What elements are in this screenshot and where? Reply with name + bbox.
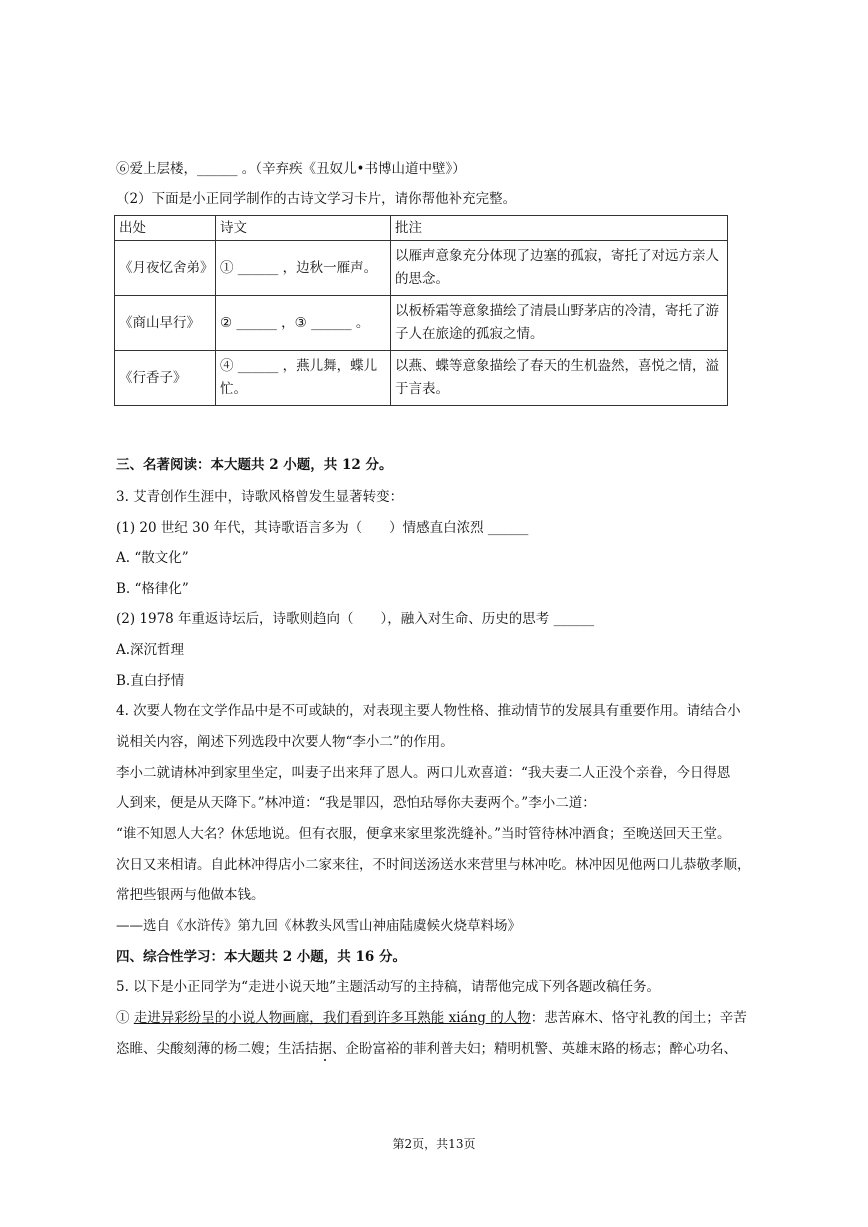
cell-source: 《商山早行》	[115, 296, 216, 351]
table-row	[115, 296, 728, 351]
cell-source: 《月夜忆舍弟》	[115, 241, 216, 296]
poem-fill-line-6: ⑥爱上层楼，______ 。（辛弃疾《丑奴儿•书博山道中壁》）	[116, 161, 466, 177]
option-3-2-a: A.深沉哲理	[116, 642, 185, 658]
table-row	[115, 241, 728, 296]
option-3-1-b: B. “格律化”	[116, 581, 189, 597]
header-poem: 诗文	[216, 216, 391, 241]
sentence-rest: ：悲苦麻木、恪守礼教的闰土；辛苦	[530, 1010, 747, 1026]
poem-study-card-table	[114, 215, 728, 406]
cell-note: 以燕、蝶等意象描绘了春天的生机盎然，喜悦之情，溢于言表。	[391, 351, 728, 406]
header-source: 出处	[115, 216, 216, 241]
cell-note: 以雁声意象充分体现了边塞的孤寂，寄托了对远方亲人的思念。	[391, 241, 728, 296]
host-script-line-1	[116, 1008, 747, 1028]
host-script-line-2	[116, 1039, 737, 1059]
question-3-2: (2) 1978 年重返诗坛后，诗歌则趋向（ ），融入对生命、历史的思考 ______	[116, 611, 595, 627]
question-4-line-1: 4. 次要人物在文学作品中是不可或缺的，对表现主要人物性格、推动情节的发展具有重要作用。请结合小	[116, 703, 741, 719]
passage-line-2: 人到来，便是从天降下。”林冲道：“我是罪囚，恐怕玷辱你夫妻两个。”李小二道：	[116, 795, 596, 811]
table-header-row	[115, 216, 728, 241]
table-row	[115, 351, 728, 406]
passage-line-4: 次日又来相请。自此林冲得店小二家来往，不时间送汤送水来营里与林冲吃。林冲因见他两口儿恭敬孝顺，	[116, 857, 751, 873]
question-4-line-2: 说相关内容，阐述下列选段中次要人物“李小二”的作用。	[116, 734, 454, 750]
cell-source: 《行香子》	[115, 351, 216, 406]
section-3-heading: 三、名著阅读：本大题共 2 小题，共 12 分。	[116, 457, 393, 473]
header-note: 批注	[391, 216, 728, 241]
cell-poem: ① ______ ，边秋一雁声。	[216, 241, 391, 296]
passage-line-5: 常把些银两与他做本钱。	[116, 887, 265, 903]
text-segment: 恣睢、尖酸刻薄的杨二嫂；生活拮	[116, 1041, 319, 1057]
question-3-1: (1) 20 世纪 30 年代，其诗歌语言多为（ ）情感直白浓烈 ______	[116, 520, 529, 536]
question-5-stem: 5. 以下是小正同学为“走进小说天地”主题活动写的主持稿，请帮他完成下列各题改稿任务。	[116, 979, 660, 995]
option-3-2-b: B.直白抒情	[116, 673, 185, 689]
cell-poem: ② ______ ，③ ______ 。	[216, 296, 391, 351]
passage-source: ——选自《水浒传》第九回《林教头风雪山神庙陆虞候火烧草料场》	[116, 918, 521, 934]
section-4-heading: 四、综合性学习：本大题共 2 小题，共 16 分。	[116, 949, 406, 965]
text-segment: 、企盼富裕的菲利普夫妇；精明机警、英雄末路的杨志；醉心功名、	[332, 1041, 737, 1057]
cell-note: 以板桥霜等意象描绘了清晨山野茅店的冷清，寄托了游子人在旅途的孤寂之情。	[391, 296, 728, 351]
passage-line-1: 李小二就请林冲到家里坐定，叫妻子出来拜了恩人。两口儿欢喜道：“我夫妻二人正没个亲眷，今日得恩	[116, 765, 731, 781]
sentence-number: ①	[116, 1010, 134, 1026]
underlined-sentence: 走进异彩纷呈的小说人物画廊，我们看到许多耳熟能 xiáng 的人物	[133, 1010, 531, 1026]
question-3-stem: 3. 艾青创作生涯中，诗歌风格曾发生显著转变：	[116, 489, 404, 505]
dotted-character: 据	[318, 1041, 332, 1057]
option-3-1-a: A. “散文化”	[116, 550, 189, 566]
page-footer: 第2页，共13页	[392, 1137, 476, 1151]
cell-poem: ④ ______ ，燕儿舞，蝶儿忙。	[216, 351, 391, 406]
question-2-prompt: （2）下面是小正同学制作的古诗文学习卡片，请你帮他补充完整。	[116, 191, 517, 207]
passage-line-3: “谁不知恩人大名？休恁地说。但有衣服，便拿来家里浆洗缝补。”当时管待林冲酒食；至晚送回天王堂。	[116, 826, 731, 842]
